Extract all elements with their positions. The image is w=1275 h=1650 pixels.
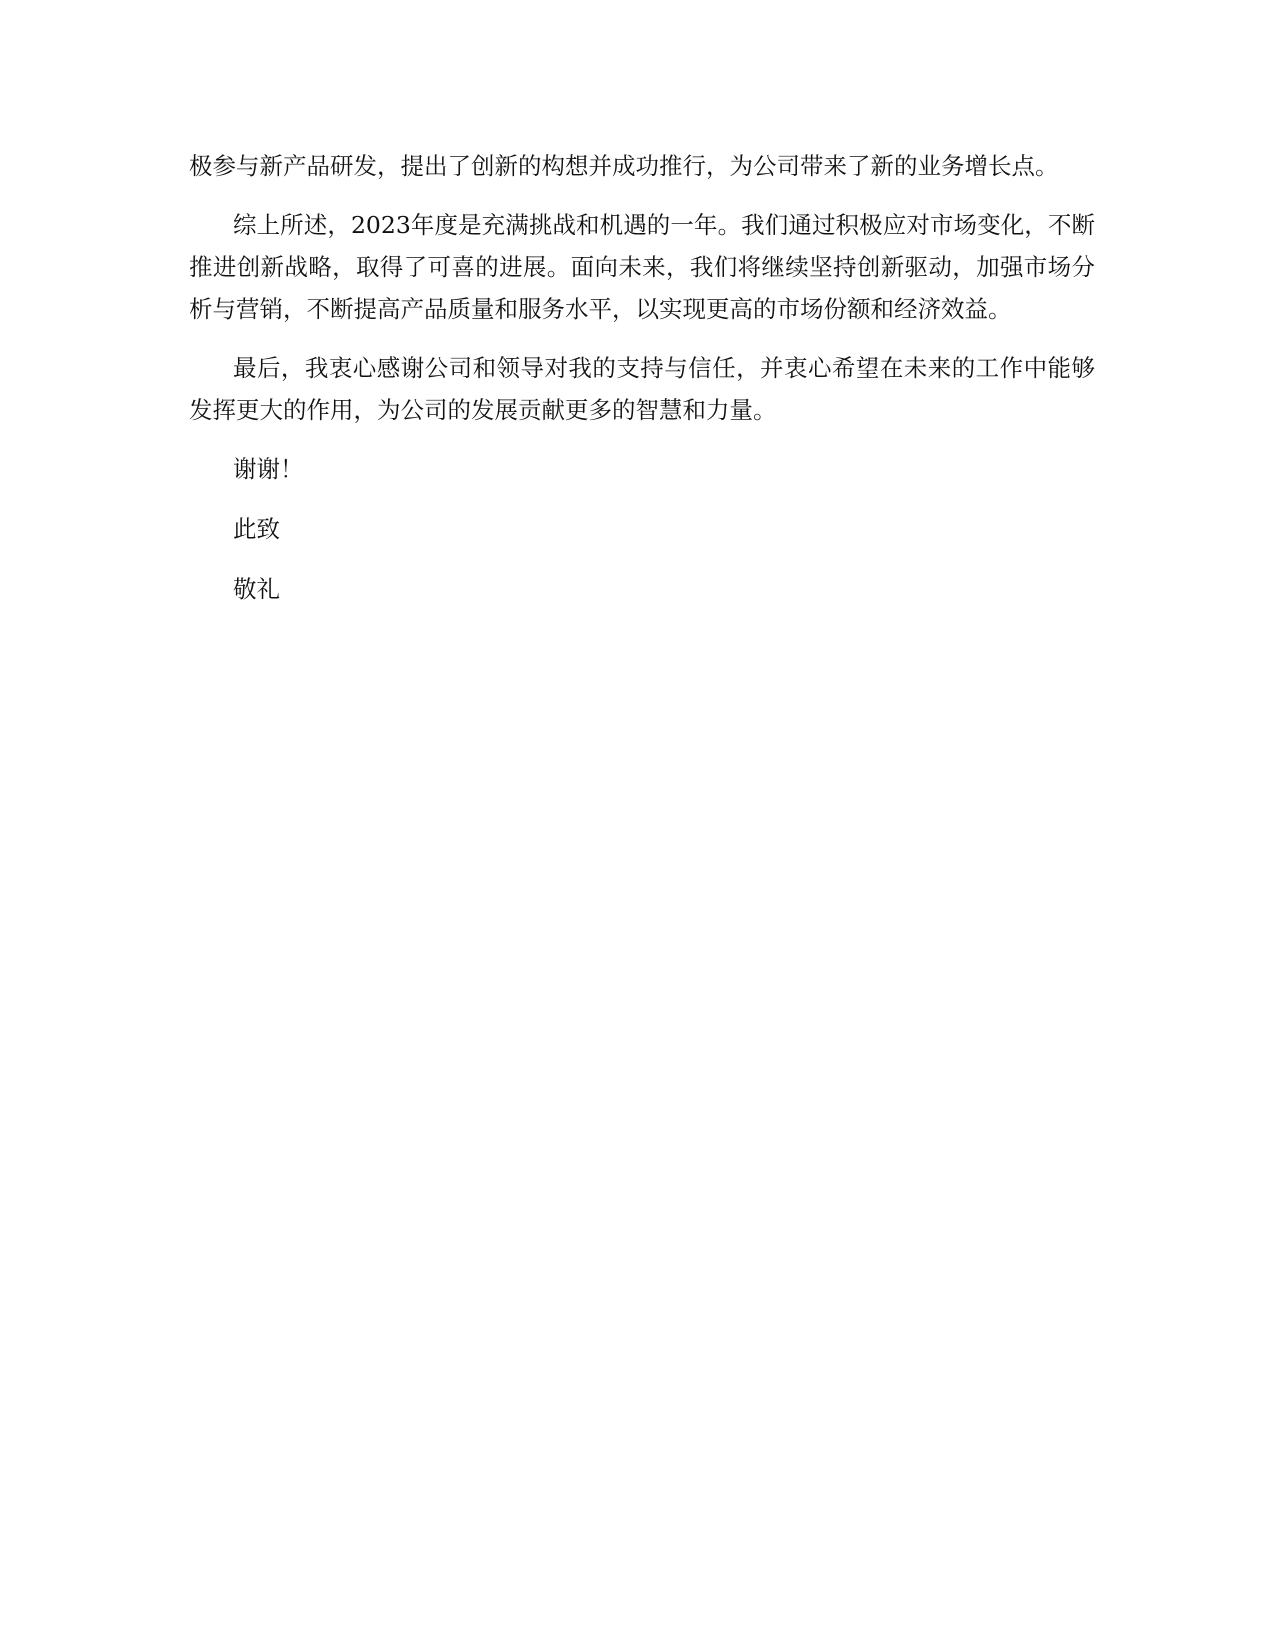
closing-salutation: 此致	[233, 515, 280, 543]
paragraph-continuation: 极参与新产品研发，提出了创新的构想并成功推行，为公司带来了新的业务增长点。	[189, 152, 1059, 180]
letter-closing	[189, 448, 1095, 610]
document-body	[189, 145, 1095, 610]
paragraph-summary: 综上所述，2023年度是充满挑战和机遇的一年。我们通过积极应对市场变化，不断推进创新战略，取得了可喜的进展。面向未来，我们将继续坚持创新驱动，加强市场分析与营销，不断提高产品质量和服务水平，以实现更高的市场份额和经济效益。	[189, 211, 1095, 323]
closing-regards: 敬礼	[233, 575, 280, 603]
paragraph-gratitude: 最后，我衷心感谢公司和领导对我的支持与信任，并衷心希望在未来的工作中能够发挥更大的作用，为公司的发展贡献更多的智慧和力量。	[189, 354, 1095, 424]
closing-thanks: 谢谢！	[233, 455, 304, 483]
